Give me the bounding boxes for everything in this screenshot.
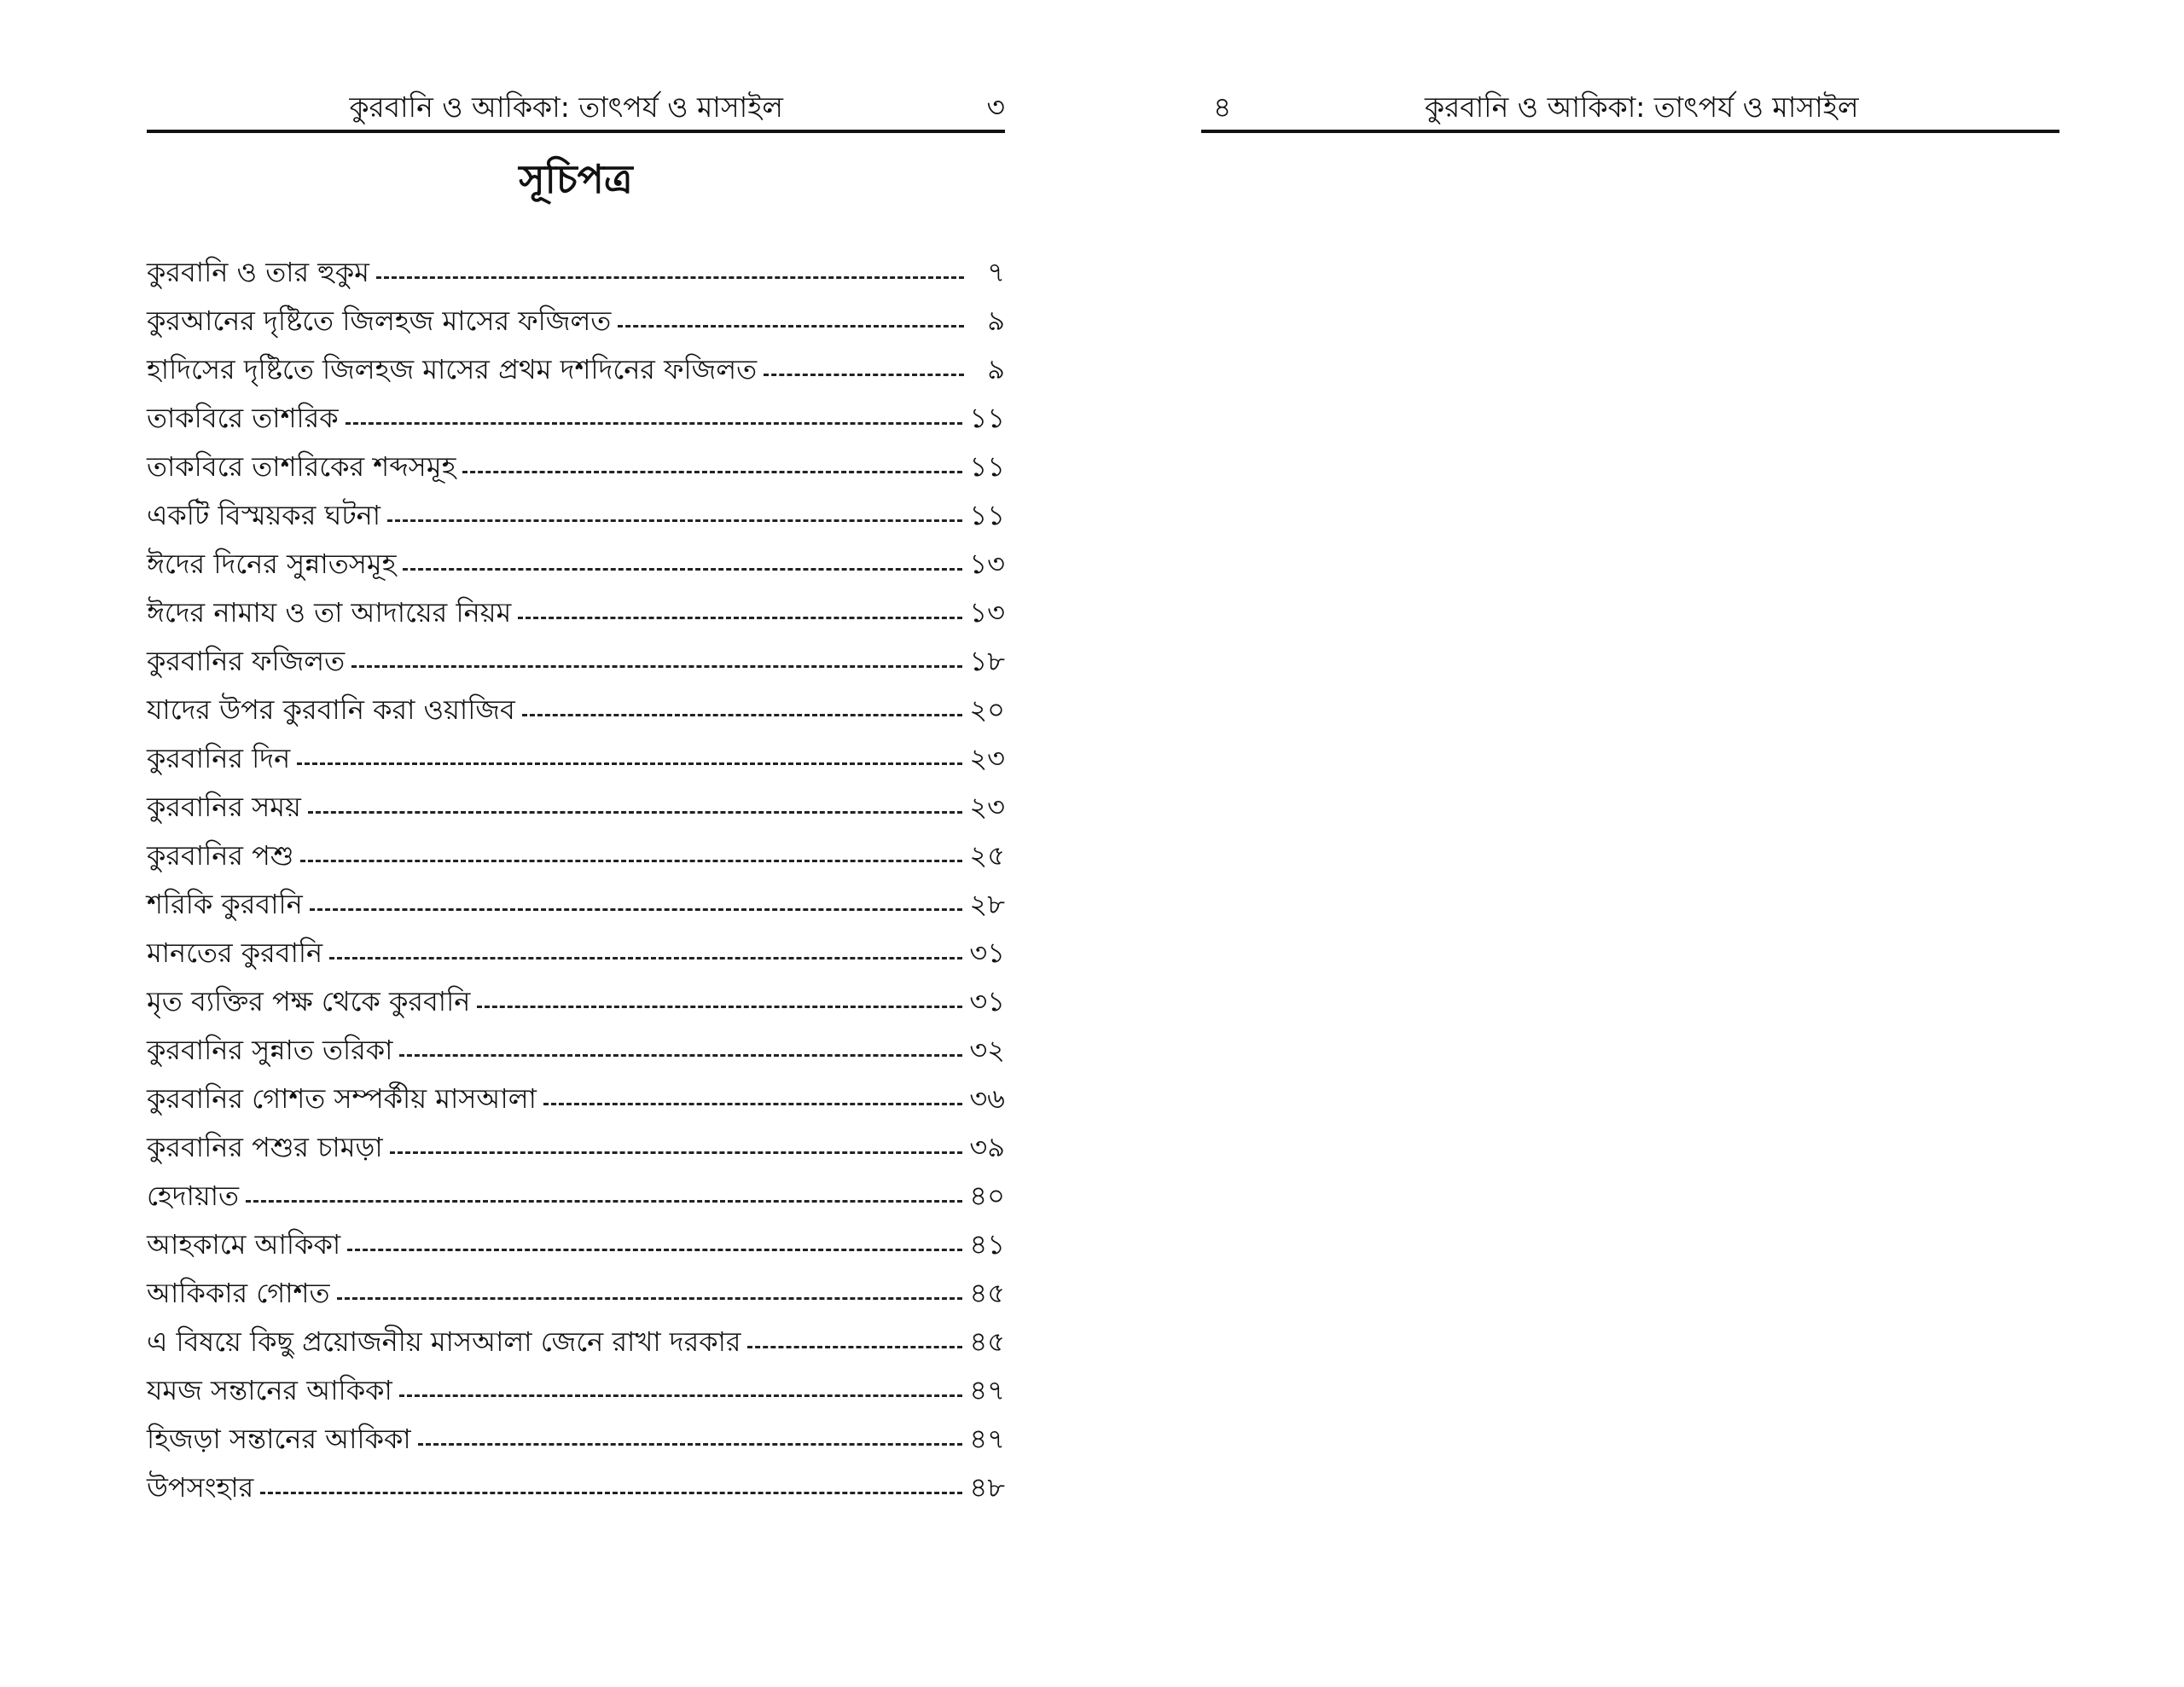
toc-entry [147, 1407, 1005, 1456]
toc-entry-title: যাদের উপর কুরবানি করা ওয়াজিব [147, 693, 515, 726]
left-running-head [147, 85, 1005, 133]
toc-entry-title: কুরবানির সুন্নাত তরিকা [147, 1034, 393, 1066]
toc-entry-title: কুরবানির ফজিলত [147, 645, 346, 677]
toc-leader-dashes [403, 568, 962, 571]
toc-entry-title: কুরবানির পশুর চামড়া [147, 1131, 383, 1163]
toc-list [147, 241, 1005, 1504]
toc-entry [147, 1067, 1005, 1116]
toc-leader-dashes [747, 1346, 962, 1348]
toc-leader-dashes [543, 1103, 962, 1105]
toc-entry [147, 824, 1005, 872]
toc-entry-title: আহকামে আকিকা [147, 1228, 341, 1261]
toc-leader-dashes [246, 1200, 962, 1203]
toc-entry [147, 970, 1005, 1018]
toc-entry-title: হেদায়াত [147, 1180, 240, 1212]
toc-entry-title: হিজড়া সন্তানের আকিকা [147, 1423, 411, 1455]
toc-entry [147, 727, 1005, 775]
toc-entry-page: ৪১ [969, 1228, 1005, 1261]
toc-entry [147, 484, 1005, 532]
toc-leader-dashes [351, 665, 962, 668]
toc-entry [147, 1310, 1005, 1359]
toc-leader-dashes [346, 422, 963, 425]
toc-entry-page: ১১ [969, 402, 1005, 434]
toc-entry-title: কুরবানির পশু [147, 839, 294, 872]
toc-leader-dashes [399, 1054, 962, 1057]
right-page-number: ৪ [1213, 90, 1232, 124]
toc-leader-dashes [418, 1443, 963, 1446]
toc-entry-page: ১৩ [969, 548, 1005, 580]
toc-entry-title: মানতের কুরবানি [147, 936, 323, 969]
left-page [147, 0, 1005, 1687]
toc-entry [147, 338, 1005, 386]
toc-entry-page: ৪৫ [969, 1277, 1005, 1309]
toc-leader-dashes [518, 617, 962, 619]
toc-entry [147, 678, 1005, 727]
toc-entry [147, 241, 1005, 289]
toc-entry [147, 921, 1005, 970]
toc-entry-page: ২৩ [969, 742, 1005, 774]
toc-leader-dashes [329, 957, 962, 959]
toc-entry [147, 1359, 1005, 1407]
toc-entry-title: তাকবিরে তাশরিক [147, 402, 339, 434]
toc-entry-page: ১৩ [969, 596, 1005, 629]
toc-leader-dashes [399, 1394, 963, 1397]
toc-leader-dashes [764, 374, 964, 376]
toc-entry-page: ৩১ [969, 936, 1005, 969]
toc-entry [147, 1018, 1005, 1067]
toc-entry-page: ১৮ [969, 645, 1005, 677]
toc-leader-dashes [337, 1297, 963, 1300]
toc-entry-page: ২০ [969, 693, 1005, 726]
toc-entry-title: মৃত ব্যক্তির পক্ষ থেকে কুরবানি [147, 985, 471, 1017]
toc-heading: সূচিপত্র [519, 156, 633, 202]
toc-entry [147, 289, 1005, 338]
toc-entry-title: হাদিসের দৃষ্টিতে জিলহজ মাসের প্রথম দশদিনের ফজিলত [147, 353, 758, 386]
toc-leader-dashes [297, 762, 962, 765]
toc-leader-dashes [347, 1249, 962, 1251]
toc-entry-title: কুরবানির দিন [147, 742, 291, 774]
toc-entry-title: আকিকার গোশত [147, 1277, 330, 1309]
toc-entry [147, 1213, 1005, 1261]
toc-entry-page: ১১ [969, 499, 1005, 531]
toc-entry-title: শরিকি কুরবানি [147, 888, 303, 920]
toc-entry [147, 1164, 1005, 1213]
toc-entry-title: একটি বিস্ময়কর ঘটনা [147, 499, 381, 531]
toc-entry-title: কুরবানির গোশত সম্পর্কীয় মাসআলা [147, 1082, 537, 1115]
toc-leader-dashes [618, 325, 964, 328]
toc-leader-dashes [462, 471, 962, 473]
left-running-head-title: কুরবানি ও আকিকা: তাৎপর্য ও মাসাইল [349, 90, 783, 124]
toc-entry-page: ২৫ [969, 839, 1005, 872]
toc-entry [147, 1456, 1005, 1504]
toc-entry [147, 872, 1005, 921]
toc-entry-page: ৯ [987, 353, 1005, 386]
toc-entry-page: ৪৮ [969, 1471, 1005, 1504]
toc-leader-dashes [300, 860, 962, 862]
toc-entry-page: ১১ [969, 450, 1005, 483]
toc-entry-page: ৯ [987, 304, 1005, 337]
toc-entry [147, 629, 1005, 678]
toc-leader-dashes [522, 714, 963, 716]
toc-leader-dashes [477, 1006, 962, 1008]
toc-entry-page: ৪৭ [969, 1374, 1005, 1406]
toc-leader-dashes [390, 1151, 963, 1154]
toc-entry [147, 1116, 1005, 1164]
toc-entry-page: ৪৫ [969, 1325, 1005, 1358]
toc-entry-title: কুরবানি ও তার হুকুম [147, 256, 369, 288]
toc-entry-page: ৪০ [969, 1180, 1005, 1212]
right-page [1201, 0, 2059, 1687]
right-running-head-title: কুরবানি ও আকিকা: তাৎপর্য ও মাসাইল [1425, 90, 1859, 124]
left-page-number: ৩ [986, 90, 1005, 124]
toc-entry-title: এ বিষয়ে কিছু প্রয়োজনীয় মাসআলা জেনে রাখা দরকার [147, 1325, 741, 1358]
toc-entry-page: ৭ [987, 256, 1005, 288]
toc-entry [147, 1261, 1005, 1310]
toc-leader-dashes [387, 519, 962, 522]
toc-entry-page: ৩১ [969, 985, 1005, 1017]
toc-entry-title: কুরআনের দৃষ্টিতে জিলহজ মাসের ফজিলত [147, 304, 612, 337]
toc-entry-title: তাকবিরে তাশরিকের শব্দসমূহ [147, 450, 456, 483]
toc-entry [147, 386, 1005, 435]
toc-entry [147, 532, 1005, 581]
toc-entry-page: ২৩ [969, 791, 1005, 823]
toc-entry-title: যমজ সন্তানের আকিকা [147, 1374, 392, 1406]
toc-entry-title: কুরবানির সময় [147, 791, 301, 823]
toc-entry-page: ২৮ [969, 888, 1005, 920]
toc-entry-title: ঈদের নামায ও তা আদায়ের নিয়ম [147, 596, 512, 629]
toc-leader-dashes [308, 811, 963, 814]
toc-leader-dashes [260, 1492, 962, 1494]
toc-entry-page: ৪৭ [969, 1423, 1005, 1455]
toc-entry-page: ৩৯ [969, 1131, 1005, 1163]
toc-entry [147, 435, 1005, 484]
toc-entry-title: উপসংহার [147, 1471, 254, 1504]
toc-entry [147, 581, 1005, 629]
toc-leader-dashes [310, 908, 963, 911]
toc-leader-dashes [376, 276, 964, 279]
toc-entry-page: ৩২ [969, 1034, 1005, 1066]
toc-entry-title: ঈদের দিনের সুন্নাতসমূহ [147, 548, 397, 580]
toc-entry [147, 775, 1005, 824]
toc-entry-page: ৩৬ [969, 1082, 1005, 1115]
right-running-head [1201, 85, 2059, 133]
